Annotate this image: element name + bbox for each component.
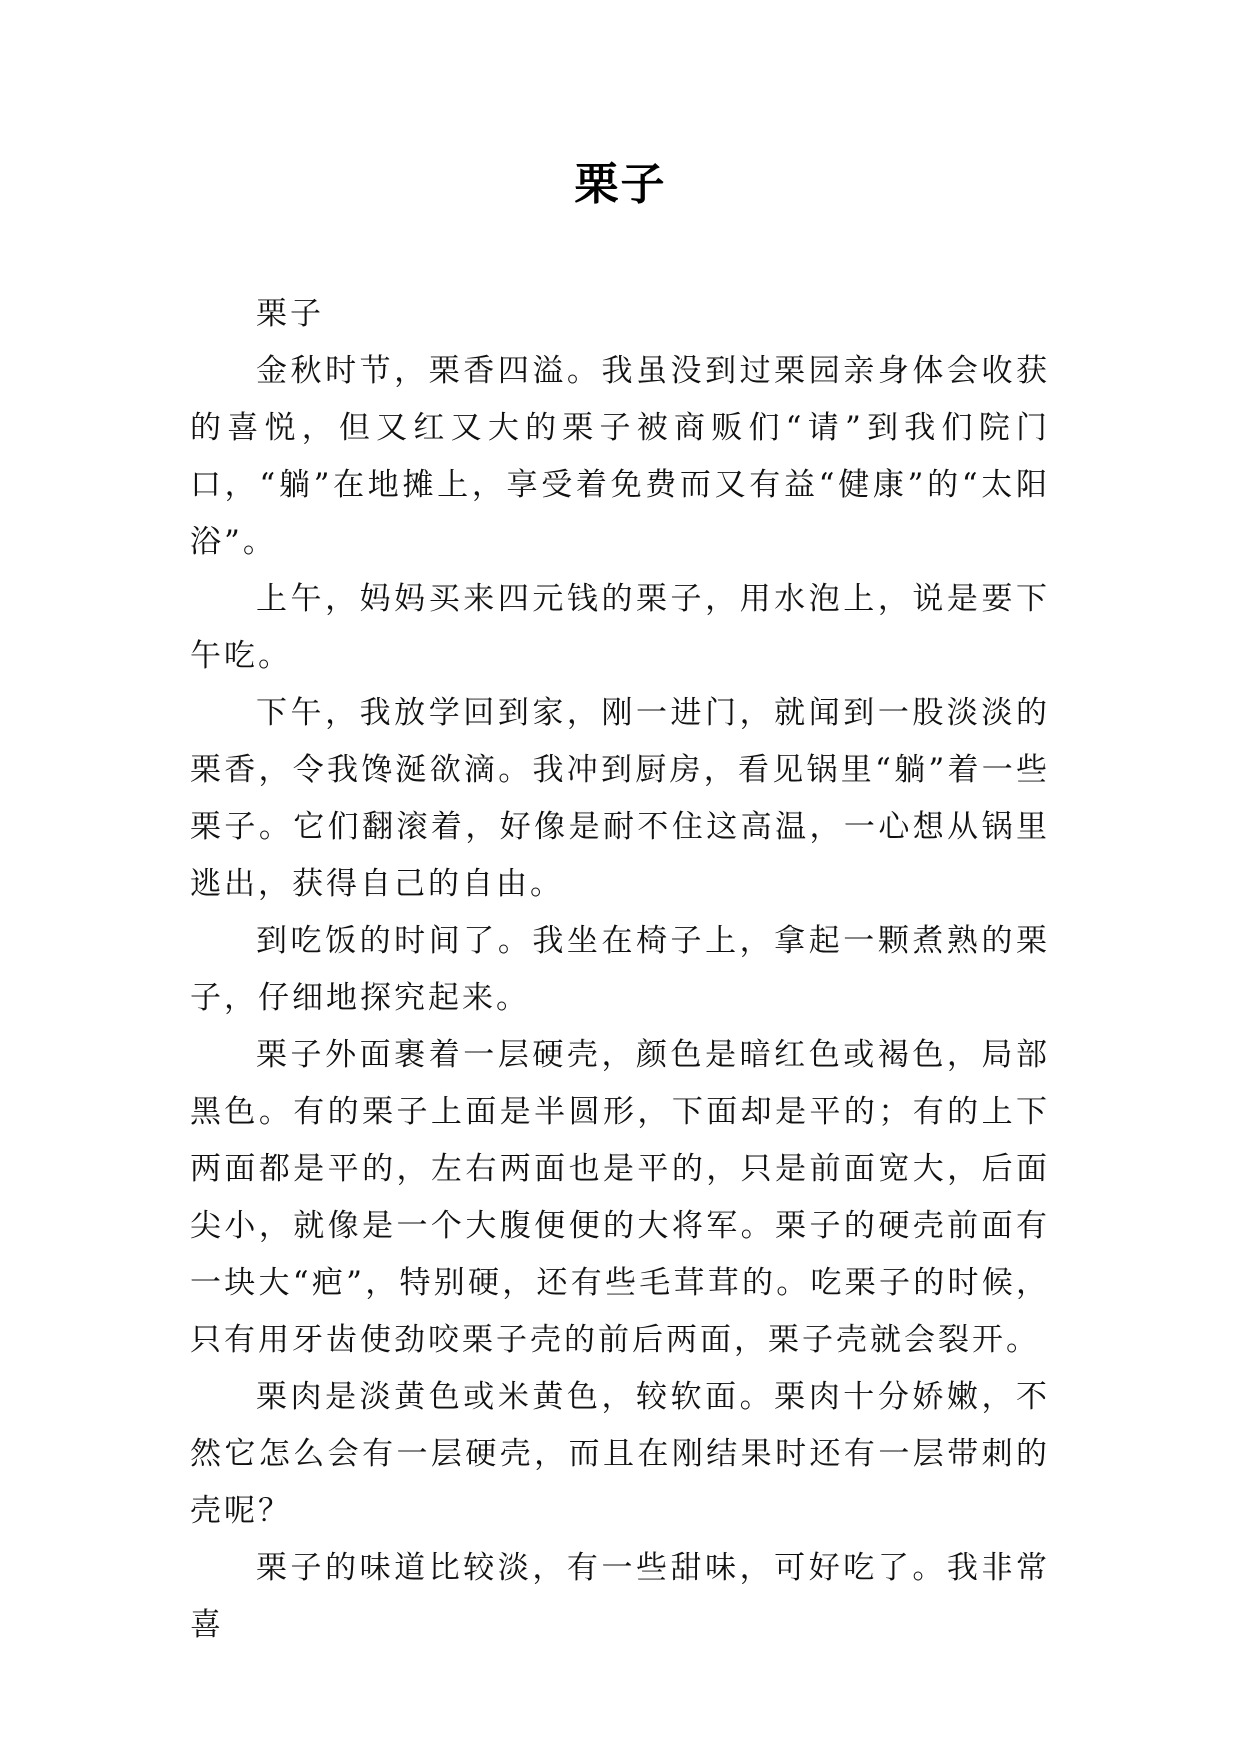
paragraph: 栗子的味道比较淡，有一些甜味，可好吃了。我非常喜 <box>190 1550 1050 1643</box>
document-title: 栗子 <box>574 159 667 210</box>
paragraph: 栗子外面裹着一层硬壳，颜色是暗红色或褐色，局部黑色。有的栗子上面是半圆形，下面却是平的；有的上下两面都是平的，左右两面也是平的，只是前面宽大，后面尖小，就像是一个大腹便便的大将军。栗子的硬壳前面有一块大“疤”，特别硬，还有些毛茸茸的。吃栗子的时候，只有用牙齿使劲咬栗子壳的前后两面，栗子壳就会裂开。 <box>190 1037 1050 1358</box>
paragraph: 下午，我放学回到家，刚一进门，就闻到一股淡淡的栗香，令我馋涎欲滴。我冲到厨房，看见锅里“躺”着一些栗子。它们翻滚着，好像是耐不住这高温，一心想从锅里逃出，获得自己的自由。 <box>190 695 1050 902</box>
paragraph: 栗子 <box>256 296 324 332</box>
paragraph: 上午，妈妈买来四元钱的栗子，用水泡上，说是要下午吃。 <box>190 581 1050 674</box>
document-body <box>190 286 1050 1654</box>
paragraph: 金秋时节，栗香四溢。我虽没到过栗园亲身体会收获的喜悦，但又红又大的栗子被商贩们“请”到我们院门口，“躺”在地摊上，享受着免费而又有益“健康”的“太阳浴”。 <box>190 353 1050 560</box>
paragraph: 到吃饭的时间了。我坐在椅子上，拿起一颗煮熟的栗子，仔细地探究起来。 <box>190 923 1050 1016</box>
paragraph: 栗肉是淡黄色或米黄色，较软面。栗肉十分娇嫩，不然它怎么会有一层硬壳，而且在刚结果时还有一层带刺的壳呢？ <box>190 1379 1050 1529</box>
